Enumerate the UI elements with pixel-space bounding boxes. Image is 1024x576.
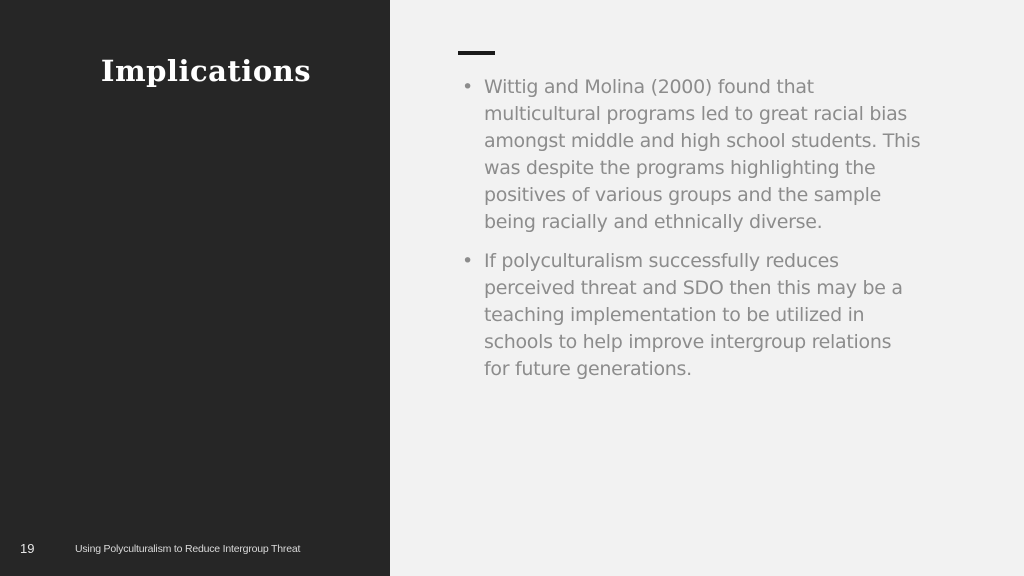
- slide-title: Implications: [100, 54, 312, 88]
- bullet-list: [462, 74, 922, 395]
- footer-text: Using Polyculturalism to Reduce Intergroup Threat: [75, 543, 301, 555]
- bullet-text: If polyculturalism successfully reduces perceived threat and SDO then this may be a teaching implementation to be utilized in schools to help improve intergroup relations for future generations.: [484, 250, 903, 380]
- bullet-dot-icon: •: [462, 250, 473, 272]
- bullet-dot-icon: •: [462, 76, 473, 98]
- bullet-item: [462, 74, 922, 236]
- accent-bar: [458, 51, 495, 55]
- slide-number: 19: [20, 541, 35, 556]
- bullet-item: [462, 248, 922, 383]
- bullet-text: Wittig and Molina (2000) found that multicultural programs led to great racial bias amongst middle and high school students. This was despite the programs highlighting the positives of various groups and the sample being racially and ethnically diverse.: [484, 76, 921, 233]
